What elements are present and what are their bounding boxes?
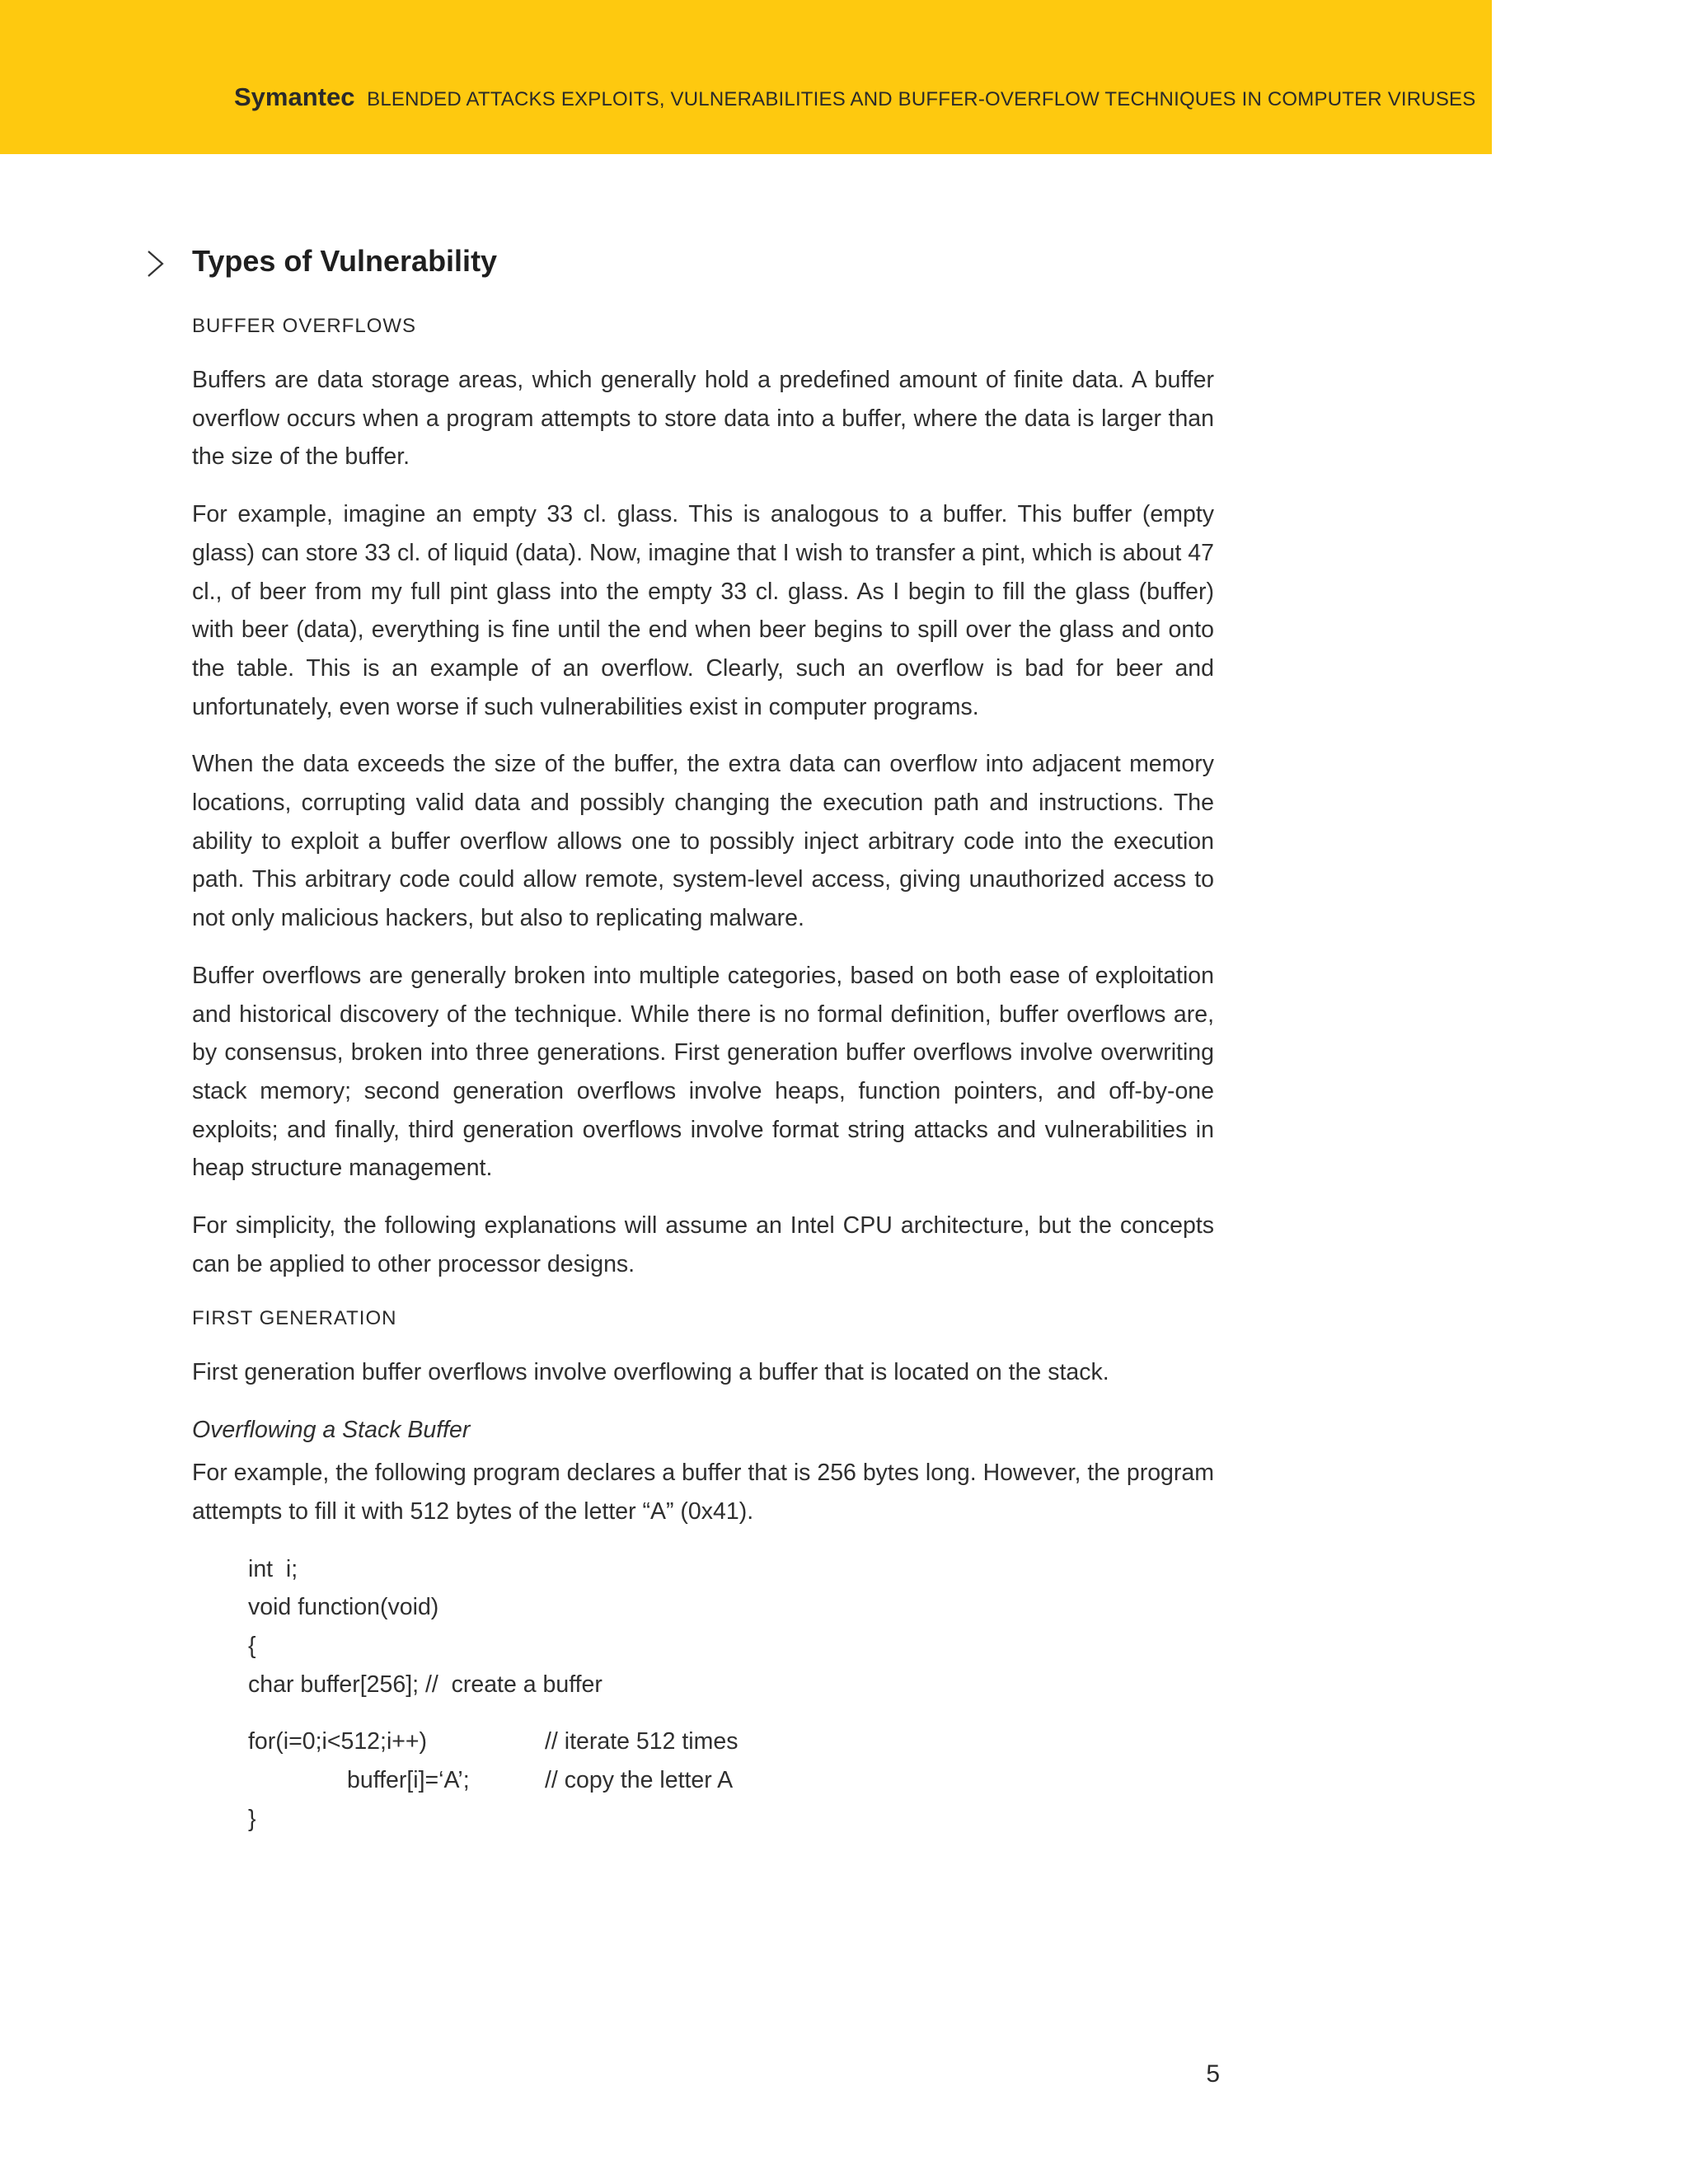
code-row: [248, 1761, 1214, 1800]
code-spacer: [248, 1704, 1214, 1722]
paragraph: First generation buffer overflows involve overflowing a buffer that is located on the stack.: [192, 1359, 1109, 1386]
code-line: {: [248, 1632, 256, 1659]
paragraph: For example, imagine an empty 33 cl. glass. This is analogous to a buffer. This buffer (empty glass) can store 33 cl. of liquid (data). Now, imagine that I wish to transfer a pint, which is about 47 cl., of beer from my full pint glass into the empty 33 cl. glass. As I begin to fill the glass (buffer) with beer (data), everything is fine until the end when beer begins to spill over the glass and onto the table. This is an example of an overflow. Clearly, such an overflow is bad for beer and unfortunately, even worse if such vulnerabilities exist in computer programs.: [192, 501, 1214, 720]
code-line: }: [248, 1805, 256, 1832]
paragraph: Buffers are data storage areas, which generally hold a predefined amount of finite data. A buffer overflow occurs when a program attempts to store data into a buffer, where the data is larger than the size of the buffer.: [192, 367, 1214, 471]
paragraph: For example, the following program declares a buffer that is 256 bytes long. However, the program attempts to fill it with 512 bytes of the letter “A” (0x41).: [192, 1460, 1214, 1525]
code-line: void function(void): [248, 1594, 439, 1621]
page-number: 5: [1206, 2060, 1220, 2088]
paragraph: When the data exceeds the size of the buffer, the extra data can overflow into adjacent memory locations, corrupting valid data and possibly changing the execution path and instructions. The ability to exploit a buffer overflow allows one to possibly inject arbitrary code into the execution path. This arbitrary code could allow remote, system-level access, giving unauthorized access to not only malicious hackers, but also to replicating malware.: [192, 751, 1214, 932]
code-line: int i;: [248, 1555, 298, 1582]
code-comment: // copy the letter A: [545, 1767, 734, 1794]
code-statement: for(i=0;i<512;i++): [248, 1728, 428, 1755]
header-text: [234, 82, 1475, 112]
subheading-buffer-overflows: BUFFER OVERFLOWS: [192, 315, 417, 337]
code-statement: buffer[i]=‘A’;: [347, 1767, 470, 1794]
code-comment: // iterate 512 times: [545, 1728, 738, 1755]
italic-subheading: Overflowing a Stack Buffer: [192, 1417, 471, 1444]
paragraph: For simplicity, the following explanations will assume an Intel CPU architecture, but the concepts can be applied to other processor designs.: [192, 1212, 1214, 1277]
document-title: BLENDED ATTACKS EXPLOITS, VULNERABILITIES AND BUFFER-OVERFLOW TECHNIQUES IN COMPUTER VIRUSES: [367, 88, 1476, 110]
section-title: Types of Vulnerability: [192, 244, 498, 278]
main-content: [192, 310, 1214, 1838]
code-row: [248, 1722, 1214, 1761]
header-bar: [0, 0, 1492, 154]
chevron-right-icon: [145, 249, 166, 279]
paragraph: Buffer overflows are generally broken into multiple categories, based on both ease of exploitation and historical discovery of the technique. While there is no formal definition, buffer overflows are, by consensus, broken into three generations. First generation buffer overflows involve overwriting stack memory; second generation overflows involve heaps, function pointers, and off-by-one exploits; and finally, third generation overflows involve format string attacks and vulnerabilities in heap structure management.: [192, 962, 1214, 1182]
code-line: char buffer[256]; // create a buffer: [248, 1671, 603, 1698]
code-block: [248, 1550, 1214, 1839]
brand-name: Symantec: [234, 82, 355, 111]
subheading-first-generation: FIRST GENERATION: [192, 1307, 397, 1330]
